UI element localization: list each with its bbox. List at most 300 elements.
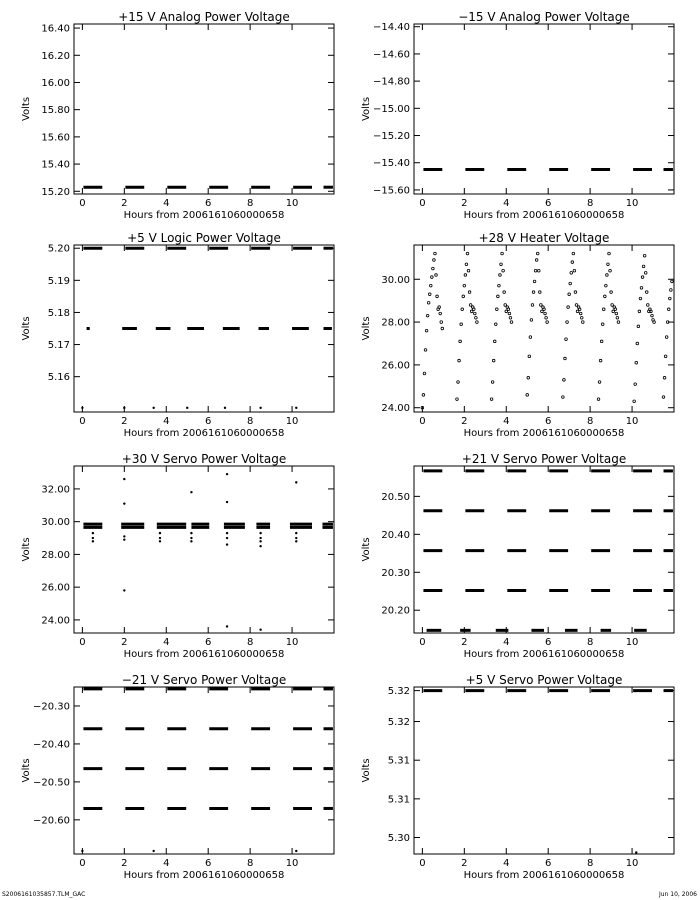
- y-tick-label: 30.00: [381, 274, 410, 286]
- data-point: [633, 400, 636, 403]
- y-tick-label: 28.00: [41, 549, 70, 561]
- chart-panel: [21, 673, 334, 881]
- chart-title: +5 V Logic Power Voltage: [127, 231, 281, 245]
- chart-panel: [361, 673, 674, 881]
- data-point: [536, 252, 539, 255]
- data-point: [259, 532, 261, 534]
- data-point: [456, 398, 459, 401]
- y-tick-label: 20.30: [381, 567, 410, 579]
- x-tick-label: 6: [205, 198, 212, 209]
- data-point: [190, 537, 192, 539]
- data-series: [423, 471, 673, 630]
- y-tick-label: 20.20: [381, 605, 410, 617]
- data-point: [496, 308, 499, 311]
- data-point: [505, 310, 508, 313]
- data-point: [601, 323, 604, 326]
- data-point: [491, 381, 494, 384]
- y-tick-label: 5.30: [387, 833, 410, 845]
- plot-frame: [414, 245, 674, 412]
- y-tick-label: −14.60: [372, 49, 410, 61]
- data-point: [92, 540, 94, 542]
- data-point: [123, 538, 125, 540]
- x-tick-label: 0: [79, 637, 86, 648]
- data-point: [464, 274, 467, 277]
- data-point: [564, 357, 567, 360]
- data-point: [190, 491, 192, 493]
- data-point: [669, 297, 672, 300]
- data-point: [598, 381, 601, 384]
- data-point: [472, 308, 475, 311]
- data-point: [190, 532, 192, 534]
- data-point: [606, 274, 609, 277]
- data-point: [509, 316, 512, 319]
- data-point: [425, 329, 428, 332]
- x-tick-label: 0: [79, 198, 86, 209]
- y-tick-label: −20.60: [32, 815, 70, 827]
- x-tick-label: 2: [461, 198, 468, 209]
- data-point: [602, 308, 605, 311]
- x-tick-label: 4: [163, 637, 170, 648]
- data-point: [295, 407, 297, 409]
- data-point: [428, 293, 431, 296]
- data-point: [439, 312, 442, 315]
- x-tick-label: 0: [419, 416, 426, 427]
- data-point: [650, 310, 653, 313]
- footer-date: Jun 10, 2006: [658, 891, 697, 898]
- data-point: [422, 394, 425, 397]
- chart-panel: [21, 452, 334, 660]
- data-point: [610, 291, 613, 294]
- x-tick-label: 4: [163, 858, 170, 869]
- data-point: [567, 306, 570, 309]
- data-point: [640, 287, 643, 290]
- x-tick-label: 6: [545, 198, 552, 209]
- data-point: [544, 312, 547, 315]
- x-tick-label: 2: [461, 416, 468, 427]
- y-tick-label: 5.17: [47, 340, 70, 352]
- data-point: [295, 532, 297, 534]
- y-tick-label: 26.00: [381, 360, 410, 372]
- data-point: [615, 312, 618, 315]
- x-axis-label: Hours from 2006161060000658: [463, 870, 625, 881]
- data-point: [581, 321, 584, 324]
- data-point: [494, 323, 497, 326]
- x-tick-label: 0: [419, 637, 426, 648]
- x-tick-label: 2: [121, 858, 128, 869]
- data-point: [433, 259, 436, 262]
- data-point: [436, 295, 439, 298]
- x-tick-label: 10: [625, 637, 639, 648]
- x-tick-label: 2: [121, 416, 128, 427]
- plot-frame: [74, 24, 334, 194]
- data-point: [123, 478, 125, 480]
- data-point: [663, 376, 666, 379]
- data-point: [665, 336, 668, 339]
- x-tick-label: 8: [586, 416, 594, 427]
- data-point: [607, 263, 610, 266]
- x-tick-label: 4: [503, 416, 510, 427]
- chart-title: +30 V Servo Power Voltage: [121, 452, 287, 466]
- data-point: [600, 340, 603, 343]
- y-tick-label: −14.80: [372, 76, 410, 88]
- data-series: [423, 691, 673, 854]
- y-tick-label: 5.31: [387, 755, 410, 767]
- data-point: [426, 314, 429, 317]
- y-tick-label: 5.20: [47, 243, 70, 255]
- data-point: [429, 284, 432, 287]
- x-tick-label: 10: [285, 858, 299, 869]
- x-tick-label: 4: [503, 198, 510, 209]
- data-point: [530, 319, 533, 322]
- data-point: [259, 629, 261, 631]
- data-point: [526, 394, 529, 397]
- data-point: [159, 537, 161, 539]
- data-point: [159, 532, 161, 534]
- x-tick-label: 8: [586, 858, 594, 869]
- data-point: [563, 379, 566, 382]
- y-tick-label: 24.00: [381, 403, 410, 415]
- x-axis-label: Hours from 2006161060000658: [123, 428, 285, 439]
- data-point: [664, 355, 667, 358]
- data-point: [578, 308, 581, 311]
- data-point: [575, 304, 578, 307]
- x-tick-label: 8: [246, 198, 254, 209]
- data-point: [504, 304, 507, 307]
- data-series: [83, 473, 333, 631]
- chart-title: +15 V Analog Power Voltage: [118, 10, 290, 24]
- data-point: [570, 272, 573, 275]
- data-point: [92, 537, 94, 539]
- data-point: [574, 291, 577, 294]
- data-point: [612, 310, 615, 313]
- data-point: [535, 259, 538, 262]
- x-tick-label: 4: [503, 858, 510, 869]
- data-point: [637, 325, 640, 328]
- data-point: [531, 304, 534, 307]
- x-tick-label: 8: [246, 416, 254, 427]
- plot-frame: [74, 687, 334, 854]
- data-point: [604, 295, 607, 298]
- data-point: [611, 304, 614, 307]
- data-point: [457, 381, 460, 384]
- data-point: [599, 359, 602, 362]
- y-tick-label: 20.50: [381, 491, 410, 503]
- x-tick-label: 6: [545, 637, 552, 648]
- data-point: [635, 851, 637, 853]
- data-point: [226, 543, 228, 545]
- chart-title: −21 V Servo Power Voltage: [121, 673, 287, 687]
- x-tick-label: 2: [121, 198, 128, 209]
- data-point: [470, 310, 473, 313]
- data-point: [662, 396, 665, 399]
- x-tick-label: 10: [625, 858, 639, 869]
- data-point: [434, 252, 437, 255]
- data-point: [476, 321, 479, 324]
- y-axis-label: Volts: [361, 758, 372, 783]
- data-point: [539, 291, 542, 294]
- data-point: [424, 349, 427, 352]
- data-point: [605, 284, 608, 287]
- x-tick-label: 8: [246, 858, 254, 869]
- y-axis-label: Volts: [21, 758, 32, 783]
- x-tick-label: 6: [545, 858, 552, 869]
- data-point: [499, 274, 502, 277]
- y-tick-label: −15.60: [372, 185, 410, 197]
- data-point: [440, 321, 443, 324]
- x-axis-label: Hours from 2006161060000658: [463, 210, 625, 221]
- data-point: [541, 310, 544, 313]
- data-point: [190, 540, 192, 542]
- data-point: [566, 321, 569, 324]
- x-tick-label: 8: [246, 637, 254, 648]
- x-tick-label: 6: [205, 858, 212, 869]
- data-point: [492, 359, 495, 362]
- y-tick-label: 15.60: [41, 132, 70, 144]
- data-point: [634, 383, 637, 386]
- data-point: [438, 306, 441, 309]
- data-point: [576, 310, 579, 313]
- data-point: [466, 252, 469, 255]
- y-axis-label: Volts: [361, 96, 372, 122]
- data-point: [532, 291, 535, 294]
- x-tick-label: 0: [79, 416, 86, 427]
- data-point: [295, 850, 297, 852]
- data-point: [671, 280, 674, 283]
- chart-title: +5 V Servo Power Voltage: [465, 673, 623, 687]
- data-point: [639, 297, 642, 300]
- data-point: [123, 589, 125, 591]
- y-tick-label: 5.32: [387, 686, 410, 698]
- data-point: [638, 310, 641, 313]
- data-point: [510, 321, 513, 324]
- data-point: [226, 537, 228, 539]
- x-tick-label: 8: [586, 198, 594, 209]
- data-point: [92, 532, 94, 534]
- y-tick-label: 30.00: [41, 517, 70, 529]
- data-point: [617, 321, 620, 324]
- data-point: [435, 274, 438, 277]
- x-axis-label: Hours from 2006161060000658: [463, 428, 625, 439]
- y-tick-label: 20.40: [381, 529, 410, 541]
- x-tick-label: 10: [625, 198, 639, 209]
- data-point: [295, 537, 297, 539]
- y-tick-label: 15.40: [41, 159, 70, 171]
- data-point: [441, 327, 444, 330]
- data-point: [667, 308, 670, 311]
- y-tick-label: −14.40: [372, 22, 410, 34]
- data-point: [423, 372, 426, 375]
- y-axis-label: Volts: [361, 316, 372, 341]
- y-tick-label: 16.20: [41, 50, 70, 62]
- x-tick-label: 6: [205, 416, 212, 427]
- data-point: [431, 276, 434, 279]
- data-series: [421, 252, 673, 409]
- data-point: [609, 269, 612, 272]
- data-point: [569, 282, 572, 285]
- x-axis-label: Hours from 2006161060000658: [463, 649, 625, 660]
- x-tick-label: 6: [205, 637, 212, 648]
- y-tick-label: −20.30: [32, 701, 70, 713]
- data-point: [562, 396, 565, 399]
- x-tick-label: 2: [121, 637, 128, 648]
- y-axis-label: Volts: [21, 537, 32, 562]
- data-point: [462, 295, 465, 298]
- chart-panel: [21, 10, 334, 221]
- data-point: [573, 269, 576, 272]
- y-tick-label: −15.00: [372, 103, 410, 115]
- data-point: [123, 535, 125, 537]
- data-point: [474, 312, 477, 315]
- data-point: [81, 407, 83, 409]
- y-tick-label: −20.50: [32, 777, 70, 789]
- plot-frame: [74, 466, 334, 633]
- data-point: [152, 407, 154, 409]
- y-axis-label: Volts: [21, 96, 32, 122]
- data-point: [498, 284, 501, 287]
- data-point: [597, 398, 600, 401]
- data-point: [458, 359, 461, 362]
- data-point: [259, 537, 261, 539]
- data-point: [463, 284, 466, 287]
- chart-panel: [21, 231, 334, 439]
- data-series: [81, 689, 333, 852]
- x-tick-label: 6: [545, 416, 552, 427]
- chart-panel: [361, 231, 674, 439]
- data-point: [534, 269, 537, 272]
- y-tick-label: 5.16: [47, 372, 70, 384]
- data-point: [537, 269, 540, 272]
- data-point: [493, 340, 496, 343]
- x-tick-label: 0: [419, 858, 426, 869]
- y-tick-label: 5.31: [387, 794, 410, 806]
- chart-panel: [361, 10, 674, 221]
- x-axis-label: Hours from 2006161060000658: [123, 870, 285, 881]
- data-point: [645, 291, 648, 294]
- data-point: [643, 254, 646, 257]
- x-tick-label: 2: [461, 637, 468, 648]
- x-tick-label: 10: [285, 637, 299, 648]
- y-axis-label: Volts: [361, 537, 372, 562]
- y-axis-label: Volts: [21, 316, 32, 341]
- data-point: [459, 340, 462, 343]
- data-point: [295, 481, 297, 483]
- data-point: [636, 342, 639, 345]
- data-point: [642, 265, 645, 268]
- data-point: [644, 272, 647, 275]
- y-tick-label: 26.00: [41, 582, 70, 594]
- data-point: [545, 316, 548, 319]
- data-point: [670, 289, 673, 292]
- data-point: [543, 308, 546, 311]
- data-point: [468, 291, 471, 294]
- chart-title: −15 V Analog Power Voltage: [458, 10, 630, 24]
- data-point: [508, 312, 511, 315]
- x-tick-label: 10: [285, 198, 299, 209]
- data-point: [123, 407, 125, 409]
- data-point: [224, 407, 226, 409]
- data-point: [565, 338, 568, 341]
- x-tick-label: 10: [285, 416, 299, 427]
- data-point: [651, 314, 654, 317]
- y-tick-label: 16.40: [41, 23, 70, 35]
- data-point: [502, 269, 505, 272]
- data-point: [123, 502, 125, 504]
- data-point: [295, 540, 297, 542]
- data-point: [152, 850, 154, 852]
- y-tick-label: 15.20: [41, 186, 70, 198]
- chart-title: +21 V Servo Power Voltage: [461, 452, 627, 466]
- data-point: [460, 323, 463, 326]
- data-point: [490, 398, 493, 401]
- data-point: [568, 293, 571, 296]
- data-point: [572, 252, 575, 255]
- data-point: [635, 361, 638, 364]
- data-point: [500, 263, 503, 266]
- y-tick-label: 5.18: [47, 307, 70, 319]
- chart-panel: [361, 452, 674, 660]
- data-point: [503, 291, 506, 294]
- data-point: [641, 276, 644, 279]
- data-point: [427, 302, 430, 305]
- y-tick-label: 32.00: [41, 484, 70, 496]
- data-point: [528, 355, 531, 358]
- data-point: [226, 473, 228, 475]
- data-point: [540, 304, 543, 307]
- data-series: [81, 248, 333, 409]
- data-point: [527, 376, 530, 379]
- y-tick-label: −15.40: [372, 158, 410, 170]
- data-point: [186, 407, 188, 409]
- x-axis-label: Hours from 2006161060000658: [123, 649, 285, 660]
- data-point: [501, 252, 504, 255]
- data-point: [81, 850, 83, 852]
- chart-title: +28 V Heater Voltage: [478, 231, 610, 245]
- data-point: [580, 316, 583, 319]
- data-point: [432, 267, 435, 270]
- data-point: [497, 295, 500, 298]
- x-tick-label: 2: [461, 858, 468, 869]
- data-point: [475, 316, 478, 319]
- data-point: [666, 321, 669, 324]
- data-point: [259, 540, 261, 542]
- data-point: [653, 321, 656, 324]
- data-point: [469, 304, 472, 307]
- plot-frame: [414, 687, 674, 854]
- y-tick-label: 15.80: [41, 105, 70, 117]
- data-point: [546, 321, 549, 324]
- x-tick-label: 10: [625, 416, 639, 427]
- data-point: [614, 308, 617, 311]
- data-point: [529, 336, 532, 339]
- data-point: [571, 261, 574, 264]
- x-tick-label: 8: [586, 637, 594, 648]
- y-tick-label: −20.40: [32, 739, 70, 751]
- data-point: [226, 625, 228, 627]
- data-point: [646, 304, 649, 307]
- y-tick-label: 24.00: [41, 615, 70, 627]
- y-tick-label: 28.00: [381, 317, 410, 329]
- x-tick-label: 0: [79, 858, 86, 869]
- data-point: [467, 269, 470, 272]
- data-point: [461, 308, 464, 311]
- data-point: [465, 263, 468, 266]
- x-tick-label: 0: [419, 198, 426, 209]
- data-point: [259, 545, 261, 547]
- x-tick-label: 4: [163, 416, 170, 427]
- y-tick-label: 5.32: [387, 717, 410, 729]
- y-tick-label: −15.20: [372, 131, 410, 143]
- data-point: [159, 540, 161, 542]
